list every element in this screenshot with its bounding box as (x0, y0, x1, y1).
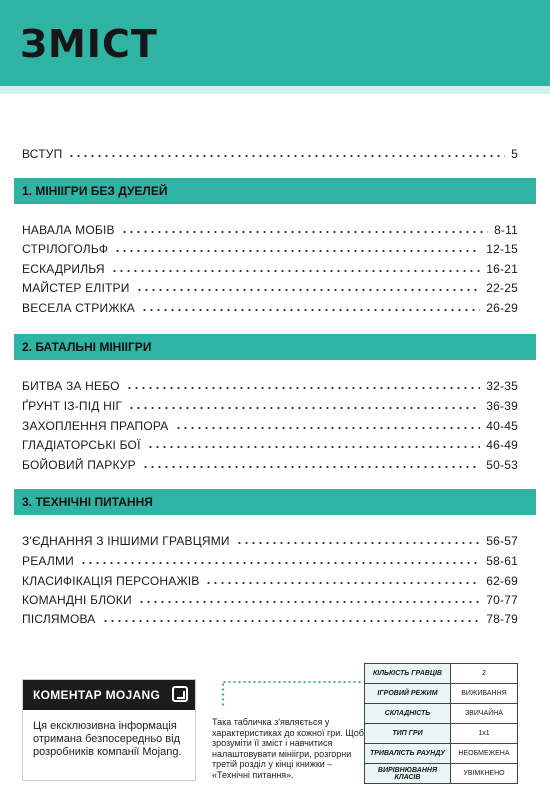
table-cell-value: 2 (450, 664, 517, 684)
toc-entry[interactable] (22, 297, 518, 315)
dot-leader (175, 427, 481, 429)
header-band (0, 0, 550, 86)
toc-entry-label: ВЕСЕЛА СТРИЖКА (22, 301, 135, 315)
toc-entry-page: 50-53 (486, 458, 518, 472)
table-row (365, 684, 518, 704)
section-header-3 (14, 489, 536, 515)
toc-entry[interactable] (22, 277, 518, 295)
mojang-comment-title: КОМЕНТАР MOJANG (33, 688, 161, 702)
table-cell-key: КІЛЬКІСТЬ ГРАВЦІВ (365, 664, 451, 684)
section-header-2 (14, 334, 536, 360)
chat-icon (172, 686, 188, 702)
table-cell-value: ВИЖИВАННЯ (450, 684, 517, 704)
dot-leader (147, 446, 481, 448)
toc-entry-intro[interactable] (22, 143, 518, 161)
toc-entry-page: 56-57 (486, 534, 518, 548)
table-row (365, 764, 518, 784)
toc-entry[interactable] (22, 395, 518, 413)
toc-entry-page: 5 (511, 147, 518, 161)
table-row (365, 664, 518, 684)
toc-entry-label: З'ЄДНАННЯ З ІНШИМИ ГРАВЦЯМИ (22, 534, 230, 548)
dot-leader (68, 155, 505, 157)
toc-entry-page: 62-69 (486, 574, 518, 588)
table-note: Така табличка з'являється у характеристиках до кожної гри. Щоб зрозуміти її зміст і навчитися налаштовувати мініігри, розгорни третій розділ у кінці книжки – «Технічні питання». (212, 717, 364, 780)
mojang-comment-box (22, 679, 196, 781)
toc-entry[interactable] (22, 415, 518, 433)
toc-entry[interactable] (22, 454, 518, 472)
section-title: 2. БАТАЛЬНІ МІНІІГРИ (22, 340, 152, 354)
toc-entry-label: ЗАХОПЛЕННЯ ПРАПОРА (22, 419, 169, 433)
table-cell-value: 1x1 (450, 724, 517, 744)
toc-entry-label: КЛАСИФІКАЦІЯ ПЕРСОНАЖІВ (22, 574, 200, 588)
dot-leader (236, 542, 481, 544)
toc-entry-page: 78-79 (486, 612, 518, 626)
dot-leader (205, 582, 480, 584)
mojang-comment-text: Ця ексклюзивна інформація отримана безпосередньо від розробників компанії Mojang. (33, 720, 182, 758)
table-cell-key: ІГРОВИЙ РЕЖИМ (365, 684, 451, 704)
dot-leader (126, 387, 481, 389)
section-header-1 (14, 178, 536, 204)
section-title: 1. МІНІІГРИ БЕЗ ДУЕЛЕЙ (22, 184, 168, 198)
toc-entry-label: КОМАНДНІ БЛОКИ (22, 593, 132, 607)
toc-entry-label: НАВАЛА МОБІВ (22, 223, 115, 237)
toc-entry-page: 16-21 (486, 262, 518, 276)
toc-entry[interactable] (22, 589, 518, 607)
toc-entry-label: ПІСЛЯМОВА (22, 612, 96, 626)
pointer-line-vertical (222, 682, 224, 706)
dot-leader (141, 309, 480, 311)
toc-entry[interactable] (22, 219, 518, 237)
toc-entry[interactable] (22, 375, 518, 393)
table-row (365, 724, 518, 744)
toc-entry-page: 70-77 (486, 593, 518, 607)
toc-entry[interactable] (22, 608, 518, 626)
toc-entry-page: 58-61 (486, 554, 518, 568)
header-stripe (0, 86, 550, 94)
dot-leader (142, 466, 480, 468)
dot-leader (111, 270, 481, 272)
table-cell-value: ЗВИЧАЙНА (450, 704, 517, 724)
toc-entry-label: ГЛАДІАТОРСЬКІ БОЇ (22, 438, 141, 452)
dot-leader (114, 250, 480, 252)
toc-entry[interactable] (22, 258, 518, 276)
mojang-comment-header (23, 680, 195, 710)
toc-entry-label: МАЙСТЕР ЕЛІТРИ (22, 281, 130, 295)
toc-entry-label: ВСТУП (22, 147, 63, 161)
toc-entry-label: СТРІЛОГОЛЬФ (22, 242, 109, 256)
pointer-line-horizontal (222, 681, 362, 683)
toc-entry-label: БИТВА ЗА НЕБО (22, 379, 120, 393)
toc-entry[interactable] (22, 530, 518, 548)
dot-leader (138, 601, 480, 603)
dot-leader (121, 231, 488, 233)
toc-entry-page: 32-35 (486, 379, 518, 393)
toc-entry-page: 40-45 (486, 419, 518, 433)
toc-entry-page: 12-15 (486, 242, 518, 256)
table-cell-value: НЕОБМЕЖЕНА (450, 744, 517, 764)
page-title: ЗМІСТ (20, 22, 158, 66)
toc-entry-label: БОЙОВИЙ ПАРКУР (22, 458, 136, 472)
table-cell-key: ТИП ГРИ (365, 724, 451, 744)
toc-entry[interactable] (22, 434, 518, 452)
table-cell-value: УВІМКНЕНО (450, 764, 517, 784)
toc-entry-page: 22-25 (486, 281, 518, 295)
table-cell-key: ТРИВАЛІСТЬ РАУНДУ (365, 744, 451, 764)
toc-entry[interactable] (22, 238, 518, 256)
toc-entry[interactable] (22, 570, 518, 588)
toc-entry-page: 46-49 (486, 438, 518, 452)
toc-entry-label: ҐРУНТ ІЗ-ПІД НІГ (22, 399, 123, 413)
section-title: 3. ТЕХНІЧНІ ПИТАННЯ (22, 495, 153, 509)
dot-leader (128, 407, 480, 409)
dot-leader (102, 620, 481, 622)
table-row (365, 744, 518, 764)
table-cell-key: СКЛАДНІСТЬ (365, 704, 451, 724)
toc-entry-page: 26-29 (486, 301, 518, 315)
toc-entry-page: 8-11 (494, 223, 518, 237)
dot-leader (136, 289, 481, 291)
table-cell-key: ВИРІВНЮВАННЯ КЛАСІВ (365, 764, 451, 784)
toc-entry-label: РЕАЛМИ (22, 554, 74, 568)
game-settings-table (364, 663, 518, 784)
toc-entry[interactable] (22, 550, 518, 568)
toc-entry-page: 36-39 (486, 399, 518, 413)
toc-entry-label: ЕСКАДРИЛЬЯ (22, 262, 105, 276)
dot-leader (80, 562, 480, 564)
table-row (365, 704, 518, 724)
